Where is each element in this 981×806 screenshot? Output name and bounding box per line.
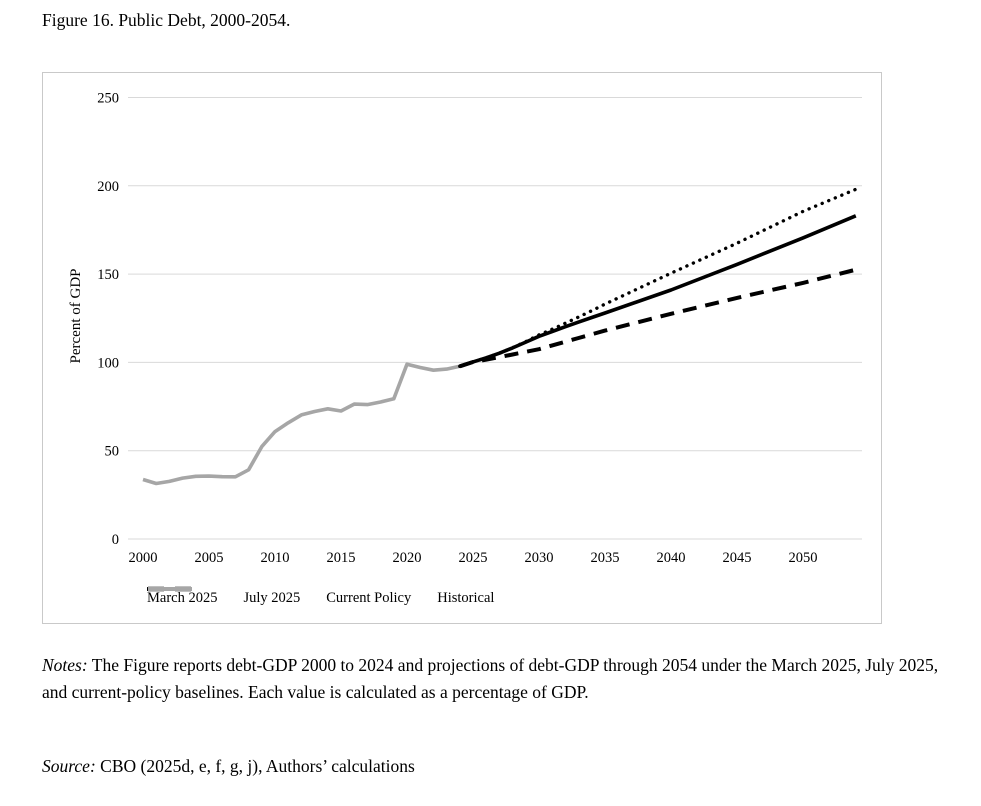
x-tick-label: 2035 [590,550,620,566]
figure-notes [42,652,945,706]
notes-text: The Figure reports debt-GDP 2000 to 2024 and projections of debt-GDP through 2054 under the March 2025, July 2025, and current-policy baselines. Each value is calculated as a percentage of GDP. [42,655,939,702]
figure-title: Figure 16. Public Debt, 2000-2054. [42,10,291,30]
figure-source [42,756,945,777]
x-tick-label: 2050 [788,550,818,566]
legend-label: March 2025 [147,589,218,606]
x-tick-label: 2015 [326,550,356,566]
y-tick-label: 100 [97,355,119,372]
x-tick-label: 2000 [128,550,158,566]
x-tick-label: 2025 [458,550,488,566]
y-tick-label: 200 [97,178,119,195]
series-line-current-policy [460,189,856,366]
x-tick-label: 2020 [392,550,422,566]
chart-plot-area [42,72,882,624]
solid-line-sample-icon [147,585,193,593]
legend-item-july-2025 [243,590,300,607]
y-axis-title: Percent of GDP [68,268,84,364]
x-tick-label: 2005 [194,550,224,566]
notes-label: Notes: [42,655,88,675]
public-debt-line-chart [43,73,883,625]
x-tick-label: 2040 [656,550,686,566]
chart-legend [147,585,494,611]
series-line-historical [143,364,460,483]
y-tick-label: 50 [104,443,119,460]
y-tick-label: 250 [97,90,119,107]
legend-item-historical [437,590,494,607]
x-tick-label: 2045 [722,550,752,566]
legend-label: Current Policy [326,589,412,606]
series-line-march-2025 [460,270,856,367]
legend-label: July 2025 [243,589,301,606]
x-tick-label: 2010 [260,550,290,566]
x-tick-label: 2030 [524,550,554,566]
y-tick-label: 0 [111,532,119,548]
legend-item-current-policy [326,590,411,607]
source-label: Source: [42,756,96,776]
y-tick-label: 150 [97,267,119,284]
source-text: CBO (2025d, e, f, g, j), Authors’ calculations [95,756,415,776]
legend-label: Historical [437,589,495,606]
